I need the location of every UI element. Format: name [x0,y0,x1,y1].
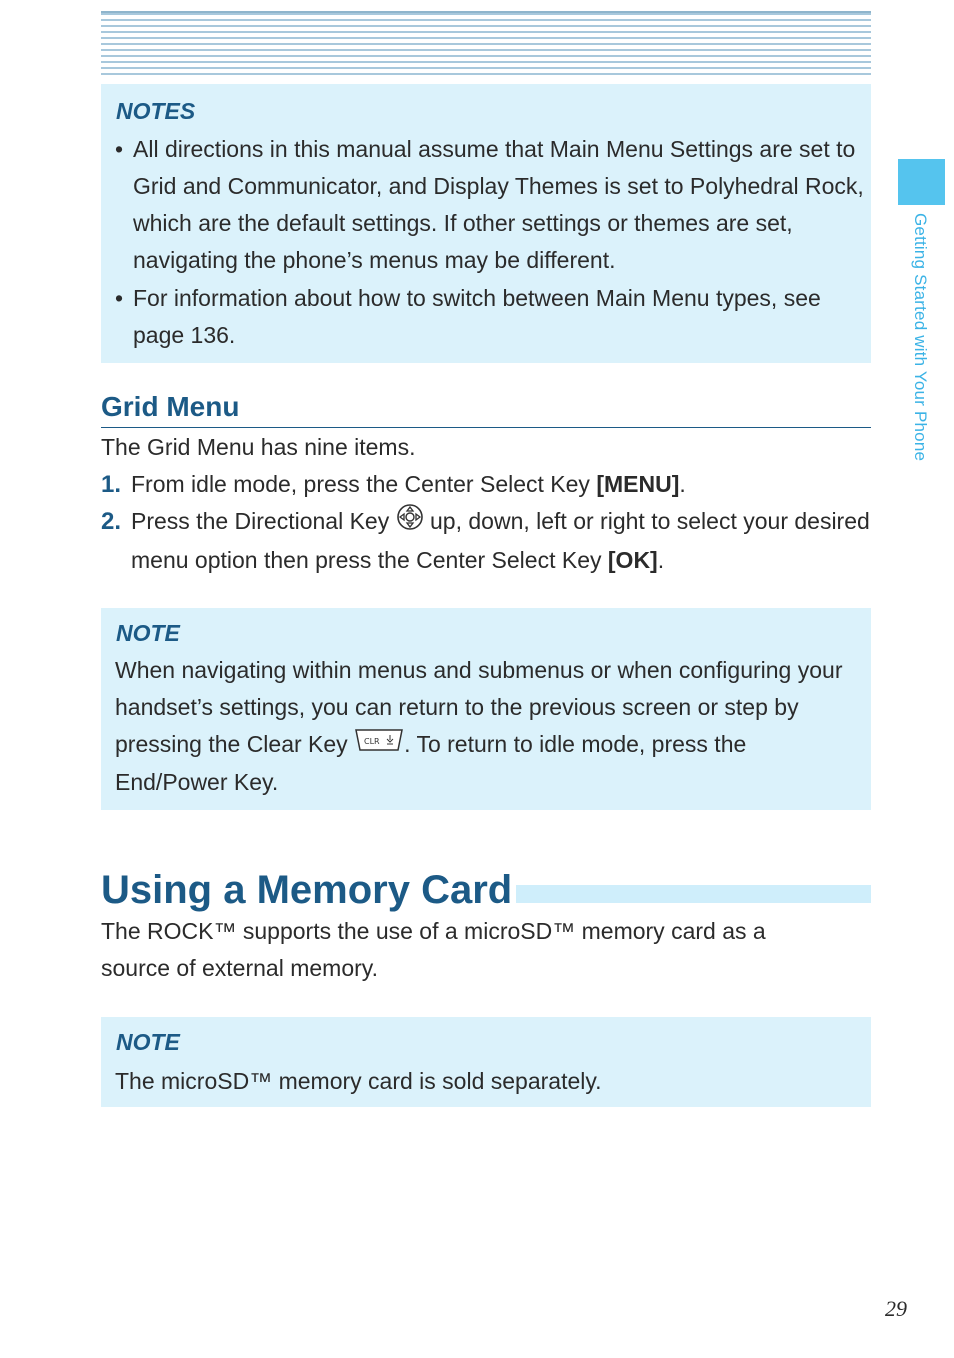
chapter-tab [898,159,945,205]
memory-card-intro: The ROCK™ supports the use of a microSD™ memory card as a source of external memory. [101,918,766,981]
note-title: NOTE [116,620,180,646]
notes-bullet-text: For information about how to switch between Main Menu types, see page 136. [133,285,821,348]
bullet-dot: • [115,285,124,311]
step-text: From idle mode, press the Center Select Key [MENU]. [131,471,686,497]
notes-bullet-1 [115,131,865,279]
notes-title: NOTES [116,98,196,124]
note-text: When navigating within menus and submenus or when configuring your handset’s settings, you can return to the previous screen or step by pressing the Clear Key CLR . To return to idle mode, press the End/Power Key. [115,657,843,796]
step-number: 2. [101,508,122,535]
directional-key-icon [396,503,424,542]
step-1 [101,466,871,503]
step-text: Press the Directional Key up, down, left or right to select your desired menu option then press the Center Select Key [OK]. [131,503,871,579]
notes-box [101,84,871,363]
menu-key-label: [MENU] [596,471,680,497]
grid-menu-intro: The Grid Menu has nine items. [101,434,416,460]
chapter-tab-label: Getting Started with Your Phone [911,213,930,462]
notes-bullet-text: All directions in this manual assume that Main Menu Settings are set to Grid and Communicator, and Display Themes is set to Polyhedral Rock, which are the default settings. If other settings or themes are set, navigating the phone’s menus may be different. [133,136,864,273]
page-number: 29 [885,1296,907,1321]
note-text: The microSD™ memory card is sold separately. [115,1068,602,1094]
note-box-navigation [101,608,871,810]
step-2 [101,503,871,579]
memory-card-heading: Using a Memory Card [101,864,516,916]
step-number: 1. [101,471,122,498]
bullet-dot: • [115,136,124,162]
grid-menu-heading: Grid Menu [101,391,240,422]
clear-key-icon [354,727,404,764]
note-box-microsd [101,1017,871,1107]
notes-bullet-2 [115,280,865,354]
svg-text:CLR: CLR [364,737,380,747]
header-stripes [101,11,871,79]
heading-rule [101,427,871,428]
ok-key-label: [OK] [607,547,658,574]
note-title: NOTE [116,1029,180,1055]
